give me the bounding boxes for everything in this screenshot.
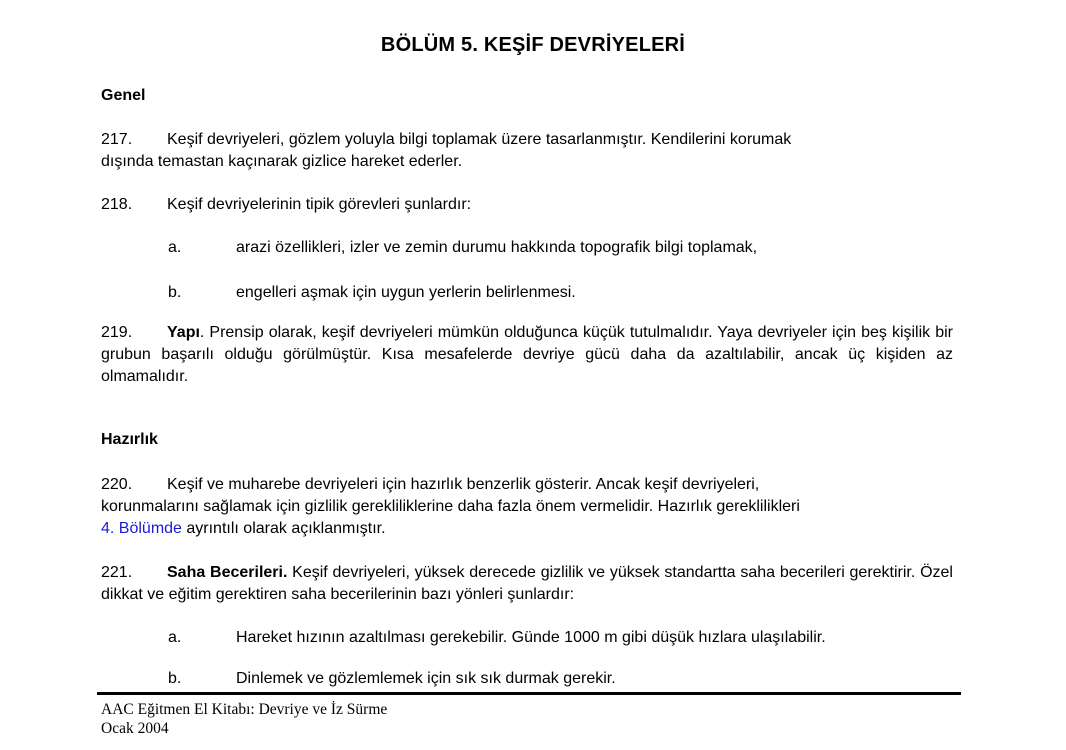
- paragraph-number: 217.: [101, 131, 133, 148]
- paragraph-text: Keşif devriyeleri, gözlem yoluyla bilgi toplamak üzere tasarlanmıştır. Kendilerini korumak: [167, 131, 792, 148]
- paragraph-text: . Prensip olarak, keşif devriyeleri mümkün olduğunca küçük tutulmalıdır. Yaya devriyeler için beş kişilik bir grubun başarılı olduğu görülmüştür. Kısa mesafelerde devriye gücü daha da azaltılabilir, ancak üç kişiden az olmamalıdır.: [101, 324, 953, 385]
- paragraph-number: 221.: [101, 564, 133, 581]
- paragraph-text: Keşif devriyelerinin tipik görevleri şunlardır:: [167, 196, 472, 213]
- list-item-text: Hareket hızının azaltılması gerekebilir. Günde 1000 m gibi düşük hızlara ulaşılabilir.: [236, 629, 826, 646]
- paragraph-text: Keşif devriyeleri, yüksek derecede gizlilik ve yüksek standartta saha becerileri gerektirir. Özel dikkat ve eğitim gerektiren saha becerilerinin bazı yönleri şunlardır:: [101, 564, 953, 603]
- paragraph-220: [101, 474, 953, 540]
- section-heading-hazirlik: Hazırlık: [101, 431, 158, 448]
- footer-date: Ocak 2004: [101, 720, 169, 737]
- list-item-letter: a.: [168, 239, 182, 256]
- paragraph-number: 220.: [101, 476, 133, 493]
- list-item-letter: b.: [168, 284, 182, 301]
- paragraph-bold-lead: Yapı: [167, 324, 200, 341]
- list-item-218a: [168, 237, 757, 259]
- paragraph-number: 218.: [101, 196, 133, 213]
- paragraph-text: Keşif ve muharebe devriyeleri için hazırlık benzerlik gösterir. Ancak keşif devriyeleri,: [167, 476, 760, 493]
- paragraph-221: [101, 562, 953, 606]
- list-item-letter: b.: [168, 670, 182, 687]
- list-item-text: arazi özellikleri, izler ve zemin durumu hakkında topografik bilgi toplamak,: [236, 239, 758, 256]
- footer-divider: [97, 692, 961, 695]
- list-item-text: engelleri aşmak için uygun yerlerin belirlenmesi.: [236, 284, 576, 301]
- list-item-text: Dinlemek ve gözlemlemek için sık sık durmak gerekir.: [236, 670, 616, 687]
- paragraph-218: [101, 194, 953, 216]
- paragraph-text-continued: dışında temastan kaçınarak gizlice hareket ederler.: [101, 153, 463, 170]
- paragraph-text-continued: korunmalarını sağlamak için gizlilik gerekliliklerine daha fazla önem vermelidir. Hazırlık gereklilikleri: [101, 498, 800, 515]
- paragraph-text-tail: ayrıntılı olarak açıklanmıştır.: [181, 520, 386, 537]
- list-item-218b: [168, 282, 576, 304]
- chapter-title: BÖLÜM 5. KEŞİF DEVRİYELERİ: [380, 34, 686, 56]
- list-item-letter: a.: [168, 629, 182, 646]
- paragraph-217: [101, 129, 953, 173]
- list-item-221a: [168, 627, 826, 649]
- list-item-221b: [168, 668, 616, 690]
- paragraph-number: 219.: [101, 324, 133, 341]
- footer-book-title: AAC Eğitmen El Kitabı: Devriye ve İz Sürme: [101, 701, 388, 718]
- paragraph-219: [101, 322, 953, 388]
- chapter-4-link[interactable]: 4. Bölümde: [101, 520, 182, 537]
- section-heading-genel: Genel: [101, 87, 146, 104]
- paragraph-bold-lead: Saha Becerileri.: [167, 564, 288, 581]
